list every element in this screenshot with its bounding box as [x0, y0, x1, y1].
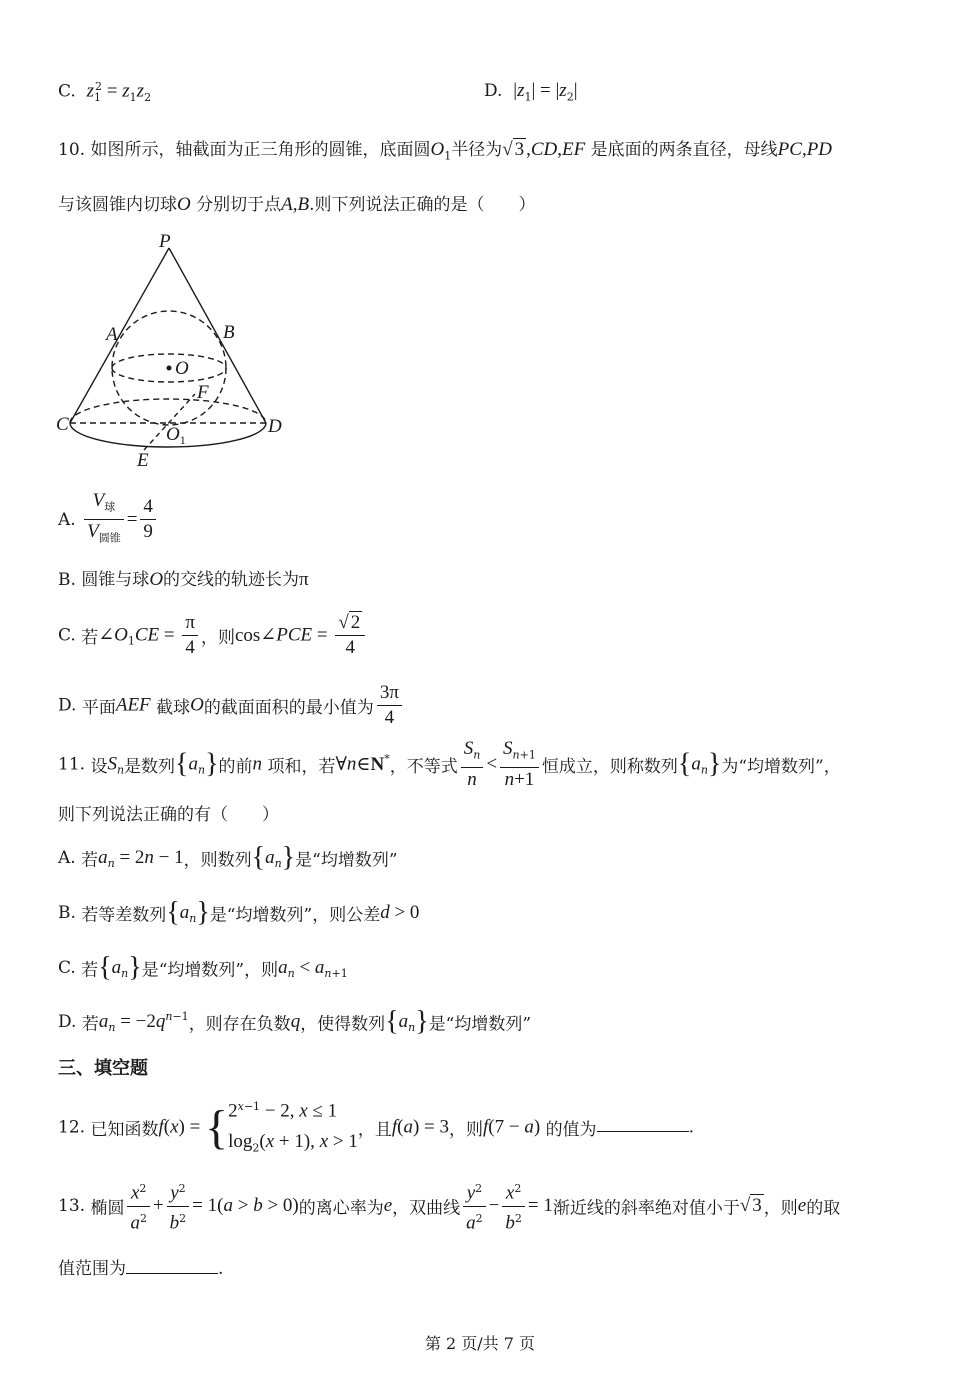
- section-heading: 三、填空题: [58, 1058, 148, 1079]
- base-back-arc: [70, 399, 266, 423]
- q9-option-d: D. $|z_1| = |z_2|$: [484, 80, 578, 104]
- label-c: C: [56, 414, 69, 435]
- label-p: P: [159, 231, 171, 252]
- page-footer: 第 2 页/共 7 页: [424, 1334, 536, 1353]
- q10-option-d: D. 平面AEF 截球O的截面面积的最小值为 $\frac{3\pi}{4}$: [58, 682, 405, 729]
- q11-stem-line-2: 则下列说法正确的有（ ）: [58, 805, 279, 825]
- cone-sphere-figure: [52, 228, 302, 473]
- q12: 12. 已知函数f(x) = { $2^{x-1} - 2$, x ≤ 1 $\log_2(x + 1)$, x > 1 ，且f(a) = 3，则f(7 − a) 的值为 .: [58, 1100, 694, 1155]
- generatrix-pc: [70, 248, 169, 423]
- q13-line-1: 13. 椭圆 $\frac{x^2}{a^2}$ + $\frac{y^2}{b^2}$ = 1(a > b > 0)的离心率为e，双曲线 $\frac{y^2}{a^2}$ − $\frac{x^2}{b^2}$ = 1渐近线的斜率绝对值小于√ 3 ，则e的取: [58, 1178, 840, 1234]
- q11-stem-line-1: 11. 设$S_n$是数列$\{a_n\}$的前n 项和，若∀n∈N*，不等式 $\frac{S_n}{n}$ < $\frac{S_{n+1}}{n+1}$ 恒成立，则称数列$\{a_n\}$为“均增数列”，: [58, 738, 841, 791]
- q13-line-2: 值范围为 .: [58, 1259, 224, 1279]
- q11-option-b: B. 若等差数列$\{a_n\}$是“均增数列”，则公差d > 0: [58, 897, 420, 928]
- label-o: O: [175, 358, 189, 379]
- q11-option-d: D. 若$a_n = -2q^{n-1}$，则存在负数q，使得数列$\{a_n\}$是“均增数列”: [58, 1006, 532, 1037]
- q10-option-a: A. $\frac{V_球}{V_{圆锥}}$ = $\frac{4}{9}$: [58, 490, 159, 550]
- q12-answer-blank[interactable]: [597, 1115, 689, 1132]
- q10-stem-line-1: 10. 如图所示，轴截面为正三角形的圆锥，底面圆$O_1$半径为√ 3 ,CD,EF 是底面的两条直径，母线PC,PD: [58, 139, 833, 163]
- label-d: D: [268, 416, 282, 437]
- label-o1: $O_1$: [166, 424, 186, 447]
- q13-answer-blank[interactable]: [126, 1257, 218, 1274]
- q11-option-a: A. 若$a_n = 2n - 1$，则数列$\{a_n\}$是“均增数列”: [58, 842, 398, 873]
- label-a: A: [106, 324, 118, 345]
- q10-option-b: B. 圆锥与球O的交线的轨迹长为π: [58, 569, 309, 590]
- label-b: B: [223, 322, 235, 343]
- q10-option-c: C. 若$\angle O_1CE$ = $\frac{\pi}{4}$ ，则cos∠PCE = $\frac{√ 2}{4}$: [58, 612, 368, 659]
- label-f: F: [197, 382, 209, 403]
- q9-option-c: C. $z_1^2 = z_1z_2$: [58, 80, 152, 105]
- sphere-center-dot: [167, 366, 172, 371]
- q11-option-c: C. 若$\{a_n\}$是“均增数列”，则$a_n < a_{n+1}$: [58, 952, 348, 983]
- label-e: E: [137, 450, 149, 471]
- q10-stem-line-2: 与该圆锥内切球O 分别切于点A,B.则下列说法正确的是（ ）: [58, 194, 536, 215]
